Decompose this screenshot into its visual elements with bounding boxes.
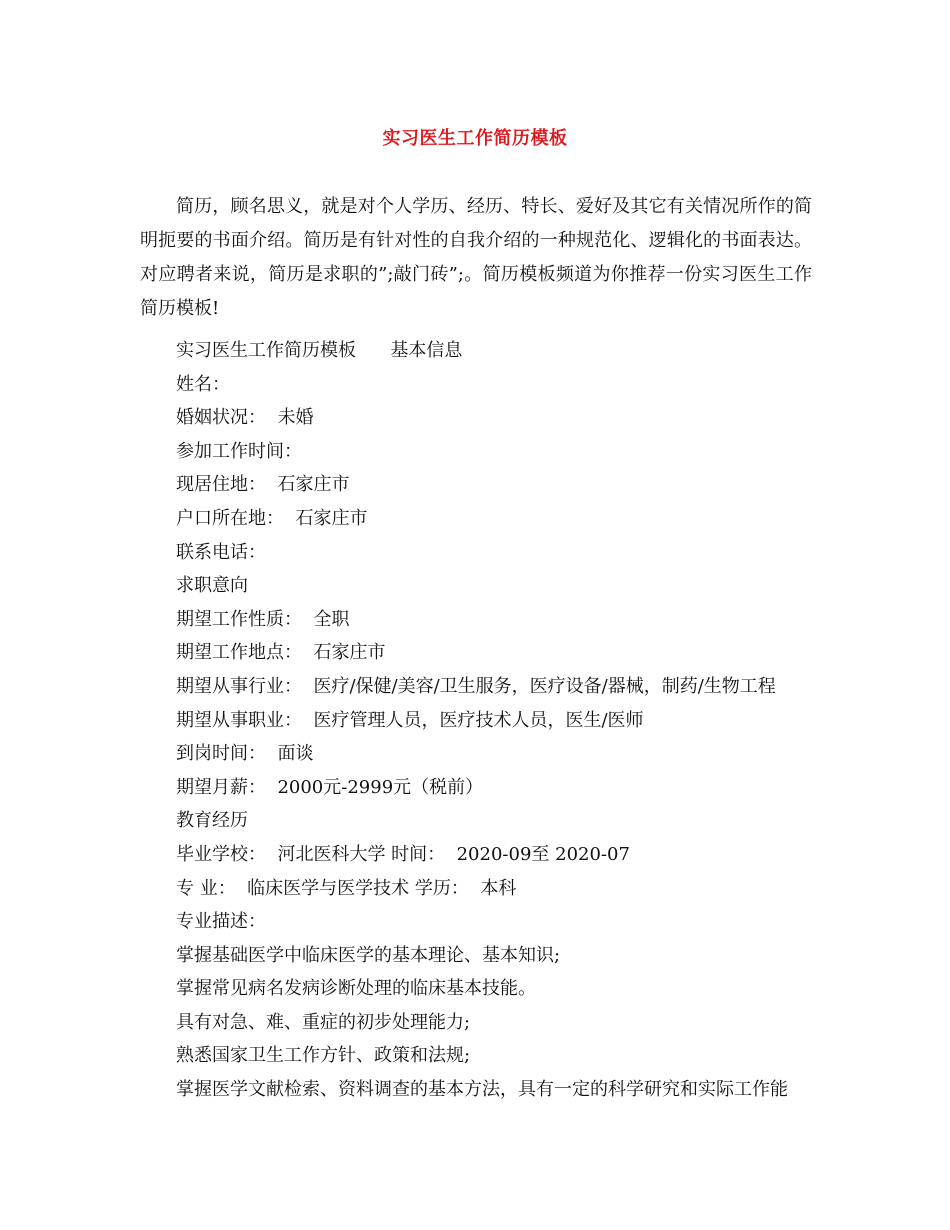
document-title: 实习医生工作简历模板 [382,128,568,149]
resume-line: 掌握医学文献检索、资料调查的基本方法，具有一定的科学研究和实际工作能 [176,1079,788,1101]
resume-line: 期望从事职业： 医疗管理人员，医疗技术人员，医生/医师 [176,709,644,731]
resume-line: 期望工作性质： 全职 [176,608,350,630]
intro-paragraph: 简历，顾名思义，就是对个人学历、经历、特长、爱好及其它有关情况所作的简明扼要的书面介绍。简历是有针对性的自我介绍的一种规范化、逻辑化的书面表达。对应聘者来说，简历是求职的”;敲门砖”;。简历模板频道为你推荐一份实习医生工作简历模板! [140,196,812,319]
resume-lines [176,334,826,1107]
resume-line: 毕业学校： 河北医科大学 时间： 2020-09至 2020-07 [176,843,630,865]
resume-line: 现居住地： 石家庄市 [176,474,350,496]
resume-line: 专业描述： [176,911,266,933]
resume-line: 参加工作时间： [176,440,302,462]
resume-line: 到岗时间： 面谈 [176,743,314,765]
resume-line: 掌握基础医学中临床医学的基本理论、基本知识; [176,944,561,966]
resume-line: 姓名： [176,373,230,395]
resume-line: 具有对急、难、重症的初步处理能力; [176,1011,471,1033]
resume-line: 教育经历 [176,810,248,832]
resume-line: 期望从事行业： 医疗/保健/美容/卫生服务，医疗设备/器械，制药/生物工程 [176,675,776,697]
resume-line: 期望工作地点： 石家庄市 [176,642,386,664]
resume-line: 求职意向 [176,575,248,597]
resume-line: 专 业： 临床医学与医学技术 学历： 本科 [176,877,517,899]
resume-line: 实习医生工作简历模板 基本信息 [176,340,463,361]
resume-line: 户口所在地： 石家庄市 [176,507,368,529]
resume-line: 期望月薪： 2000元-2999元（税前） [176,776,484,798]
resume-line: 婚姻状况： 未婚 [176,407,314,429]
resume-line: 熟悉国家卫生工作方针、政策和法规; [176,1045,471,1067]
resume-line: 掌握常见病名发病诊断处理的临床基本技能。 [176,978,536,1000]
resume-line: 联系电话： [176,541,266,563]
